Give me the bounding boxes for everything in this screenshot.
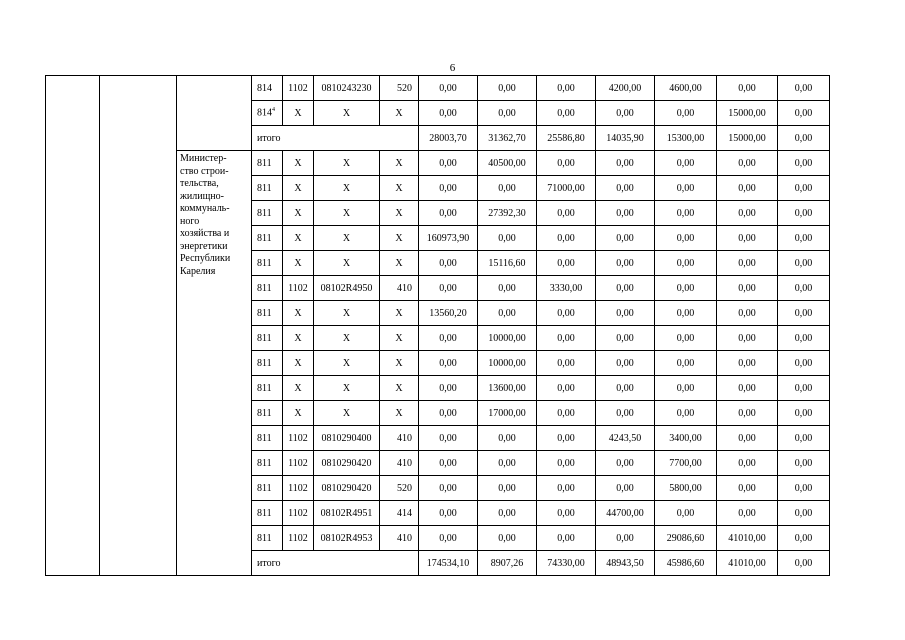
value-cell: 3330,00 [537,276,596,301]
value-cell: 71000,00 [537,176,596,201]
value-cell: 0,00 [717,501,778,526]
value-cell: 0,00 [478,501,537,526]
value-cell: 0,00 [655,276,717,301]
code-cell: 811 [252,426,283,451]
target-code-cell: X [314,151,380,176]
section-cell: 1102 [283,451,314,476]
value-cell: 0,00 [419,251,478,276]
expense-type-cell: 520 [380,76,419,101]
value-cell: 15000,00 [717,101,778,126]
value-cell: 0,00 [778,176,830,201]
value-cell: 0,00 [655,176,717,201]
value-cell: 0,00 [478,101,537,126]
expense-type-cell: X [380,376,419,401]
value-cell: 0,00 [537,201,596,226]
value-cell: 0,00 [596,451,655,476]
footnote-mark: 4 [272,107,275,114]
target-code-cell: X [314,226,380,251]
expense-type-cell: X [380,226,419,251]
value-cell: 0,00 [778,476,830,501]
section-cell: X [283,226,314,251]
value-cell: 0,00 [419,401,478,426]
value-cell: 0,00 [596,376,655,401]
value-cell: 0,00 [537,401,596,426]
target-code-cell: X [314,401,380,426]
value-cell: 0,00 [419,101,478,126]
value-cell: 0,00 [537,76,596,101]
value-cell: 0,00 [717,401,778,426]
target-code-cell: X [314,376,380,401]
value-cell: 0,00 [419,526,478,551]
value-cell: 15116,60 [478,251,537,276]
value-cell: 27392,30 [478,201,537,226]
value-cell: 0,00 [778,426,830,451]
value-cell: 0,00 [655,151,717,176]
code-cell: 811 [252,401,283,426]
value-cell: 5800,00 [655,476,717,501]
total-value-cell: 15000,00 [717,126,778,151]
value-cell: 0,00 [596,526,655,551]
value-cell: 0,00 [537,301,596,326]
value-cell: 0,00 [596,151,655,176]
value-cell: 0,00 [717,301,778,326]
value-cell: 0,00 [717,326,778,351]
value-cell: 0,00 [596,101,655,126]
section-cell: 1102 [283,501,314,526]
total-value-cell: 0,00 [778,551,830,576]
code-cell: 811 [252,151,283,176]
value-cell: 0,00 [778,376,830,401]
value-cell: 0,00 [419,451,478,476]
expense-type-cell: X [380,401,419,426]
value-cell: 0,00 [717,151,778,176]
value-cell: 0,00 [655,351,717,376]
total-value-cell: 25586,80 [537,126,596,151]
section-cell: X [283,326,314,351]
value-cell: 0,00 [419,176,478,201]
blank-cell [46,76,100,576]
value-cell: 0,00 [655,201,717,226]
value-cell: 4600,00 [655,76,717,101]
value-cell: 0,00 [419,276,478,301]
value-cell: 13600,00 [478,376,537,401]
section-cell: X [283,151,314,176]
value-cell: 0,00 [655,301,717,326]
total-value-cell: 28003,70 [419,126,478,151]
expense-type-cell: 410 [380,426,419,451]
expense-type-cell: 410 [380,276,419,301]
code-cell: $814^4$ [252,101,283,126]
value-cell: 0,00 [778,501,830,526]
code-cell: 811 [252,326,283,351]
expense-type-cell: 520 [380,476,419,501]
value-cell: 0,00 [778,251,830,276]
target-code-cell: 0810290400 [314,426,380,451]
value-cell: 0,00 [419,376,478,401]
code-cell: 811 [252,301,283,326]
value-cell: 0,00 [537,251,596,276]
expense-type-cell: X [380,251,419,276]
value-cell: 0,00 [596,176,655,201]
section-cell: X [283,351,314,376]
total-value-cell: 41010,00 [717,551,778,576]
value-cell: 0,00 [419,201,478,226]
code-cell: 814 [252,76,283,101]
value-cell: 0,00 [596,226,655,251]
org-name-line: ного [180,215,200,227]
value-cell: 0,00 [717,276,778,301]
value-cell: 0,00 [478,176,537,201]
value-cell: 0,00 [478,426,537,451]
value-cell: 0,00 [537,376,596,401]
value-cell: 0,00 [717,351,778,376]
total-label: итого [252,551,419,576]
value-cell: 0,00 [478,226,537,251]
target-code-cell: X [314,251,380,276]
code-cell: 811 [252,376,283,401]
section-cell: X [283,176,314,201]
total-value-cell: 0,00 [778,126,830,151]
value-cell: 0,00 [419,326,478,351]
value-cell: 0,00 [655,501,717,526]
target-code-cell: 0810290420 [314,451,380,476]
value-cell: 0,00 [596,351,655,376]
target-code-cell: 08102R4953 [314,526,380,551]
org-name-line: Республики [180,253,231,264]
org-name-line: хозяйства и [180,228,230,239]
org-name-line: тельства, [180,178,219,189]
value-cell: 0,00 [596,301,655,326]
value-cell: 0,00 [778,276,830,301]
value-cell: 44700,00 [596,501,655,526]
value-cell: 0,00 [596,251,655,276]
target-code-cell: X [314,176,380,201]
value-cell: 0,00 [778,76,830,101]
expense-type-cell: X [380,151,419,176]
value-cell: 4200,00 [596,76,655,101]
org-cell-empty [177,76,252,151]
value-cell: 0,00 [717,451,778,476]
value-cell: 0,00 [655,376,717,401]
value-cell: 0,00 [717,476,778,501]
total-value-cell: 74330,00 [537,551,596,576]
target-code-cell: 0810290420 [314,476,380,501]
code-cell: 811 [252,476,283,501]
value-cell: 0,00 [655,401,717,426]
expense-type-cell: X [380,101,419,126]
value-cell: 0,00 [537,526,596,551]
section-cell: X [283,201,314,226]
value-cell: 0,00 [778,201,830,226]
code-cell: 811 [252,351,283,376]
value-cell: 0,00 [596,401,655,426]
value-cell: 0,00 [478,276,537,301]
section-cell: 1102 [283,526,314,551]
expense-type-cell: X [380,176,419,201]
value-cell: 0,00 [778,151,830,176]
value-cell: 0,00 [537,501,596,526]
value-cell: 0,00 [419,151,478,176]
value-cell: 0,00 [419,351,478,376]
org-name-cell [177,151,252,576]
value-cell: 0,00 [419,501,478,526]
value-cell: 0,00 [419,76,478,101]
value-cell: 160973,90 [419,226,478,251]
value-cell: 0,00 [537,451,596,476]
section-cell: X [283,376,314,401]
org-name-line: коммуналь- [180,203,230,214]
code-cell: 811 [252,251,283,276]
section-cell: 1102 [283,476,314,501]
value-cell: 0,00 [596,201,655,226]
expense-type-cell: 410 [380,451,419,476]
value-cell: 0,00 [478,301,537,326]
value-cell: 0,00 [419,476,478,501]
section-cell: X [283,301,314,326]
value-cell: 41010,00 [717,526,778,551]
org-name-line: жилищно- [180,190,224,202]
code-cell: 811 [252,501,283,526]
expense-type-cell: 414 [380,501,419,526]
code-cell: 811 [252,176,283,201]
section-cell: X [283,401,314,426]
code-cell: 811 [252,526,283,551]
expense-type-cell: X [380,201,419,226]
value-cell: 4243,50 [596,426,655,451]
target-code-cell: X [314,101,380,126]
value-cell: 0,00 [478,526,537,551]
total-value-cell: 174534,10 [419,551,478,576]
value-cell: 0,00 [596,476,655,501]
expense-type-cell: X [380,301,419,326]
value-cell: 0,00 [778,401,830,426]
expense-type-cell: X [380,326,419,351]
value-cell: 0,00 [778,526,830,551]
section-cell: 1102 [283,276,314,301]
value-cell: 0,00 [778,301,830,326]
expense-type-cell: X [380,351,419,376]
page-number: 6 [449,62,456,74]
value-cell: 3400,00 [655,426,717,451]
value-cell: 0,00 [717,76,778,101]
target-code-cell: 08102R4950 [314,276,380,301]
value-cell: 0,00 [537,151,596,176]
value-cell: 40500,00 [478,151,537,176]
value-cell: 0,00 [537,351,596,376]
value-cell: 29086,60 [655,526,717,551]
value-cell: 0,00 [537,476,596,501]
section-cell: X [283,101,314,126]
org-name-line: ство строи- [180,165,229,177]
value-cell: 0,00 [655,251,717,276]
value-cell: 17000,00 [478,401,537,426]
org-name-line: энергетики [180,240,228,252]
section-cell: X [283,251,314,276]
code-cell: 811 [252,201,283,226]
value-cell: 0,00 [778,326,830,351]
code-cell: 811 [252,451,283,476]
value-cell: 10000,00 [478,326,537,351]
value-cell: 0,00 [778,101,830,126]
code-cell: 811 [252,226,283,251]
expense-type-cell: 410 [380,526,419,551]
value-cell: 0,00 [717,226,778,251]
section-cell: 1102 [283,76,314,101]
value-cell: 0,00 [596,326,655,351]
value-cell: 0,00 [478,476,537,501]
value-cell: 0,00 [478,451,537,476]
value-cell: 0,00 [596,276,655,301]
value-cell: 0,00 [717,426,778,451]
target-code-cell: X [314,326,380,351]
target-code-cell: X [314,201,380,226]
budget-table [45,75,830,576]
total-value-cell: 8907,26 [478,551,537,576]
org-name-line: Министер- [180,153,227,164]
value-cell: 0,00 [717,251,778,276]
value-cell: 0,00 [655,326,717,351]
value-cell: 13560,20 [419,301,478,326]
value-cell: 0,00 [537,226,596,251]
target-code-cell: 08102R4951 [314,501,380,526]
value-cell: 0,00 [778,226,830,251]
value-cell: 0,00 [655,101,717,126]
value-cell: 0,00 [537,101,596,126]
value-cell: 0,00 [778,451,830,476]
value-cell: 0,00 [717,201,778,226]
value-cell: 0,00 [537,326,596,351]
value-cell: 0,00 [717,176,778,201]
section-cell: 1102 [283,426,314,451]
value-cell: 0,00 [478,76,537,101]
target-code-cell: X [314,351,380,376]
value-cell: 0,00 [419,426,478,451]
value-cell: 0,00 [537,426,596,451]
value-cell: 0,00 [717,376,778,401]
total-value-cell: 45986,60 [655,551,717,576]
total-value-cell: 48943,50 [596,551,655,576]
value-cell: 0,00 [655,226,717,251]
total-label: итого [252,126,419,151]
code-cell: 811 [252,276,283,301]
target-code-cell: X [314,301,380,326]
total-value-cell: 15300,00 [655,126,717,151]
table-row [46,76,830,101]
total-value-cell: 14035,90 [596,126,655,151]
value-cell: 0,00 [778,351,830,376]
blank-cell [100,76,177,576]
org-name-line: Карелия [180,265,216,277]
value-cell: 10000,00 [478,351,537,376]
target-code-cell: 0810243230 [314,76,380,101]
total-value-cell: 31362,70 [478,126,537,151]
value-cell: 7700,00 [655,451,717,476]
